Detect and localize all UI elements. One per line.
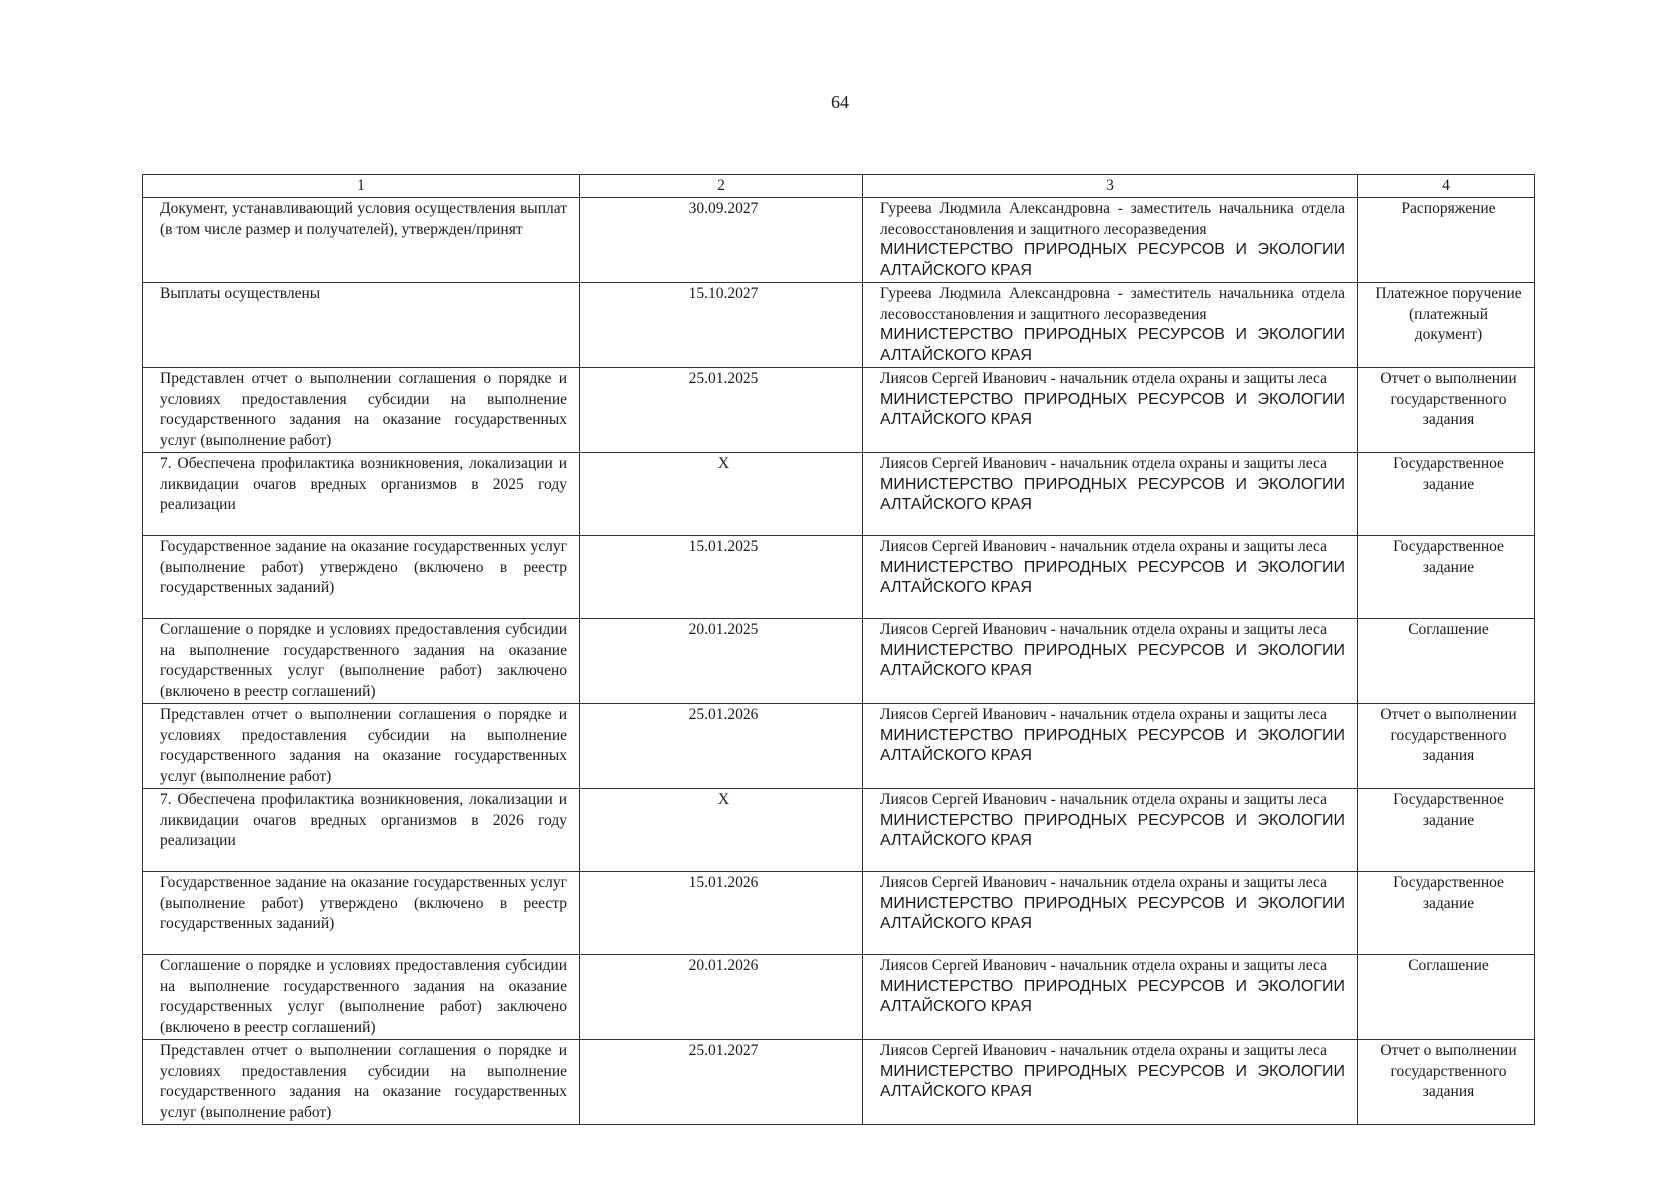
responsible-organization: МИНИСТЕРСТВО ПРИРОДНЫХ РЕСУРСОВ И ЭКОЛОГИИ АЛТАЙСКОГО КРАЯ bbox=[880, 558, 1345, 596]
responsible-cell bbox=[863, 283, 1358, 368]
responsible-cell bbox=[863, 789, 1358, 872]
event-cell: Представлен отчет о выполнении соглашения о порядке и условиях предоставления субсидии на выполнение государственного задания на оказание государственных услуг (выполнение работ) bbox=[143, 1040, 580, 1125]
responsible-cell bbox=[863, 368, 1358, 453]
table-row bbox=[143, 619, 1535, 704]
table-row bbox=[143, 453, 1535, 536]
responsible-organization: МИНИСТЕРСТВО ПРИРОДНЫХ РЕСУРСОВ И ЭКОЛОГИИ АЛТАЙСКОГО КРАЯ bbox=[880, 1062, 1345, 1100]
event-cell: Представлен отчет о выполнении соглашения о порядке и условиях предоставления субсидии на выполнение государственного задания на оказание государственных услуг (выполнение работ) bbox=[143, 704, 580, 789]
responsible-person: Лиясов Сергей Иванович - начальник отдела охраны и защиты леса bbox=[880, 957, 1327, 974]
responsible-person: Лиясов Сергей Иванович - начальник отдела охраны и защиты леса bbox=[880, 874, 1327, 891]
document-cell: Государственное задание bbox=[1358, 536, 1535, 619]
date-cell: 20.01.2026 bbox=[580, 955, 863, 1040]
date-cell: 25.01.2026 bbox=[580, 704, 863, 789]
event-cell: Государственное задание на оказание государственных услуг (выполнение работ) утверждено (включено в реестр государственных заданий) bbox=[143, 536, 580, 619]
responsible-person: Лиясов Сергей Иванович - начальник отдела охраны и защиты леса bbox=[880, 706, 1327, 723]
table-row bbox=[143, 955, 1535, 1040]
document-cell: Государственное задание bbox=[1358, 453, 1535, 536]
control-points-table bbox=[142, 174, 1535, 1125]
responsible-person: Лиясов Сергей Иванович - начальник отдела охраны и защиты леса bbox=[880, 370, 1327, 387]
document-cell: Отчет о выполнении государственного задания bbox=[1358, 368, 1535, 453]
responsible-cell bbox=[863, 872, 1358, 955]
event-cell: Выплаты осуществлены bbox=[143, 283, 580, 368]
responsible-cell bbox=[863, 704, 1358, 789]
responsible-organization: МИНИСТЕРСТВО ПРИРОДНЫХ РЕСУРСОВ И ЭКОЛОГИИ АЛТАЙСКОГО КРАЯ bbox=[880, 641, 1345, 679]
responsible-organization: МИНИСТЕРСТВО ПРИРОДНЫХ РЕСУРСОВ И ЭКОЛОГИИ АЛТАЙСКОГО КРАЯ bbox=[880, 390, 1345, 428]
responsible-organization: МИНИСТЕРСТВО ПРИРОДНЫХ РЕСУРСОВ И ЭКОЛОГИИ АЛТАЙСКОГО КРАЯ bbox=[880, 726, 1345, 764]
table-row bbox=[143, 1040, 1535, 1125]
document-cell: Платежное поручение (платежный документ) bbox=[1358, 283, 1535, 368]
responsible-organization: МИНИСТЕРСТВО ПРИРОДНЫХ РЕСУРСОВ И ЭКОЛОГИИ АЛТАЙСКОГО КРАЯ bbox=[880, 241, 1345, 279]
document-cell: Отчет о выполнении государственного задания bbox=[1358, 704, 1535, 789]
responsible-organization: МИНИСТЕРСТВО ПРИРОДНЫХ РЕСУРСОВ И ЭКОЛОГИИ АЛТАЙСКОГО КРАЯ bbox=[880, 475, 1345, 513]
responsible-person: Лиясов Сергей Иванович - начальник отдела охраны и защиты леса bbox=[880, 791, 1327, 808]
responsible-cell bbox=[863, 453, 1358, 536]
responsible-cell bbox=[863, 1040, 1358, 1125]
responsible-person: Лиясов Сергей Иванович - начальник отдела охраны и защиты леса bbox=[880, 1042, 1327, 1059]
responsible-person: Гуреева Людмила Александровна - заместитель начальника отдела лесовосстановления и защитного лесоразведения bbox=[880, 285, 1345, 323]
responsible-person: Гуреева Людмила Александровна - заместитель начальника отдела лесовосстановления и защитного лесоразведения bbox=[880, 200, 1345, 238]
date-cell: 20.01.2025 bbox=[580, 619, 863, 704]
document-cell: Отчет о выполнении государственного задания bbox=[1358, 1040, 1535, 1125]
responsible-person: Лиясов Сергей Иванович - начальник отдела охраны и защиты леса bbox=[880, 455, 1327, 472]
date-cell: 30.09.2027 bbox=[580, 198, 863, 283]
column-header-1: 1 bbox=[143, 175, 580, 198]
event-cell: Соглашение о порядке и условиях предоставления субсидии на выполнение государственного задания на оказание государственных услуг (выполнение работ) заключено (включено в реестр соглашений) bbox=[143, 955, 580, 1040]
event-cell: Соглашение о порядке и условиях предоставления субсидии на выполнение государственного задания на оказание государственных услуг (выполнение работ) заключено (включено в реестр соглашений) bbox=[143, 619, 580, 704]
column-header-2: 2 bbox=[580, 175, 863, 198]
responsible-organization: МИНИСТЕРСТВО ПРИРОДНЫХ РЕСУРСОВ И ЭКОЛОГИИ АЛТАЙСКОГО КРАЯ bbox=[880, 977, 1345, 1015]
responsible-cell bbox=[863, 619, 1358, 704]
table-row bbox=[143, 536, 1535, 619]
document-cell: Соглашение bbox=[1358, 619, 1535, 704]
responsible-person: Лиясов Сергей Иванович - начальник отдела охраны и защиты леса bbox=[880, 538, 1327, 555]
date-cell: 25.01.2025 bbox=[580, 368, 863, 453]
event-cell: 7. Обеспечена профилактика возникновения, локализации и ликвидации очагов вредных организмов в 2026 году реализации bbox=[143, 789, 580, 872]
document-cell: Государственное задание bbox=[1358, 872, 1535, 955]
event-cell: Документ, устанавливающий условия осуществления выплат (в том числе размер и получателей), утвержден/принят bbox=[143, 198, 580, 283]
date-cell: 15.01.2025 bbox=[580, 536, 863, 619]
table-row bbox=[143, 704, 1535, 789]
date-cell: 25.01.2027 bbox=[580, 1040, 863, 1125]
table-header-row bbox=[143, 175, 1535, 198]
responsible-organization: МИНИСТЕРСТВО ПРИРОДНЫХ РЕСУРСОВ И ЭКОЛОГИИ АЛТАЙСКОГО КРАЯ bbox=[880, 894, 1345, 932]
responsible-cell bbox=[863, 955, 1358, 1040]
table-row bbox=[143, 789, 1535, 872]
table-row bbox=[143, 283, 1535, 368]
responsible-organization: МИНИСТЕРСТВО ПРИРОДНЫХ РЕСУРСОВ И ЭКОЛОГИИ АЛТАЙСКОГО КРАЯ bbox=[880, 326, 1345, 364]
responsible-organization: МИНИСТЕРСТВО ПРИРОДНЫХ РЕСУРСОВ И ЭКОЛОГИИ АЛТАЙСКОГО КРАЯ bbox=[880, 811, 1345, 849]
document-cell: Государственное задание bbox=[1358, 789, 1535, 872]
event-cell: Представлен отчет о выполнении соглашения о порядке и условиях предоставления субсидии на выполнение государственного задания на оказание государственных услуг (выполнение работ) bbox=[143, 368, 580, 453]
column-header-4: 4 bbox=[1358, 175, 1535, 198]
date-cell: X bbox=[580, 789, 863, 872]
date-cell: 15.10.2027 bbox=[580, 283, 863, 368]
table-row bbox=[143, 198, 1535, 283]
event-cell: Государственное задание на оказание государственных услуг (выполнение работ) утверждено (включено в реестр государственных заданий) bbox=[143, 872, 580, 955]
date-cell: 15.01.2026 bbox=[580, 872, 863, 955]
document-cell: Соглашение bbox=[1358, 955, 1535, 1040]
event-cell: 7. Обеспечена профилактика возникновения, локализации и ликвидации очагов вредных организмов в 2025 году реализации bbox=[143, 453, 580, 536]
responsible-person: Лиясов Сергей Иванович - начальник отдела охраны и защиты леса bbox=[880, 621, 1327, 638]
responsible-cell bbox=[863, 198, 1358, 283]
table-row bbox=[143, 872, 1535, 955]
document-cell: Распоряжение bbox=[1358, 198, 1535, 283]
responsible-cell bbox=[863, 536, 1358, 619]
column-header-3: 3 bbox=[863, 175, 1358, 198]
page-number: 64 bbox=[831, 92, 849, 112]
table-row bbox=[143, 368, 1535, 453]
table-body bbox=[143, 198, 1535, 1125]
date-cell: X bbox=[580, 453, 863, 536]
